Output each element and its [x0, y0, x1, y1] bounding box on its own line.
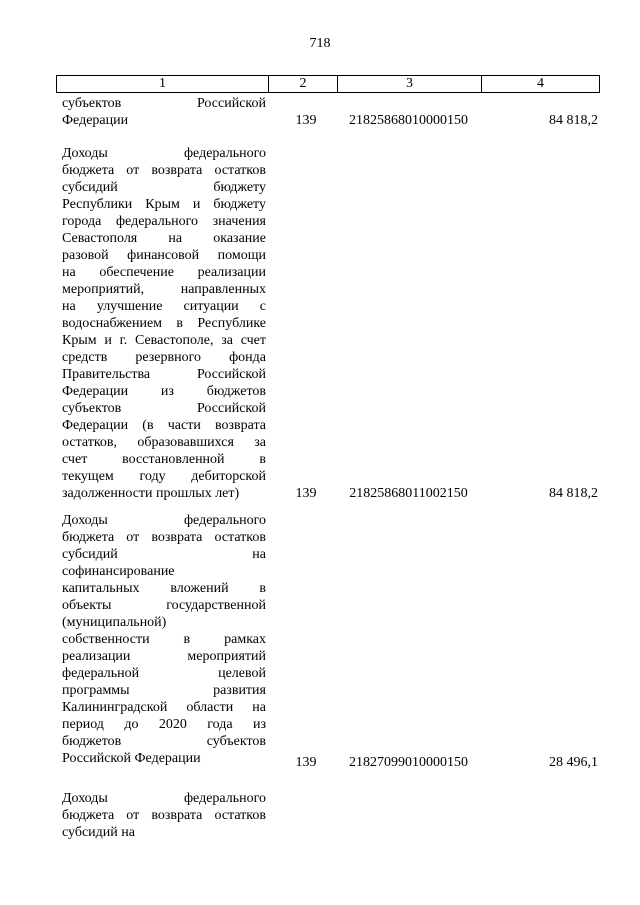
description-line: софинансирование — [62, 564, 175, 579]
description-line: города федерального значения — [62, 214, 266, 229]
description-line: бюджета от возврата остатков — [62, 163, 266, 178]
column-header-2: 2 — [269, 76, 338, 93]
column-header-row — [57, 76, 600, 93]
description-line: реализации мероприятий — [62, 649, 266, 664]
description-line: субъектов Российской — [62, 96, 266, 111]
description-line: Российской Федерации — [62, 751, 201, 766]
row-amount: 28 496,1 — [549, 755, 598, 770]
row-budget-code: 21827099010000150 — [349, 755, 468, 770]
description-line: программы развития — [62, 683, 266, 698]
row-budget-code: 21825868011002150 — [349, 486, 468, 501]
description-line: собственности в рамках — [62, 632, 266, 647]
description-line: средств резервного фонда — [62, 350, 266, 365]
row-amount: 84 818,2 — [549, 486, 598, 501]
column-header-table — [56, 75, 600, 93]
row-amount: 84 818,2 — [549, 113, 598, 128]
description-line: водоснабжением в Республике — [62, 316, 266, 331]
description-line: капитальных вложений в — [62, 581, 266, 596]
description-line: субъектов Российской — [62, 401, 266, 416]
column-header-3: 3 — [338, 76, 482, 93]
description-line: бюджета от возврата остатков — [62, 530, 266, 545]
description-line: Крым и г. Севастополе, за счет — [62, 333, 266, 348]
row-code-admin: 139 — [295, 113, 317, 128]
description-line: остатков, образовавшихся за — [62, 435, 266, 450]
description-line: Доходы федерального — [62, 513, 266, 528]
description-line: Правительства Российской — [62, 367, 266, 382]
description-line: задолженности прошлых лет) — [62, 486, 240, 501]
description-line: на обеспечение реализации — [62, 265, 266, 280]
description-line: Севастополя на оказание — [62, 231, 266, 246]
row-description — [62, 790, 266, 841]
description-line: субсидий бюджету — [62, 180, 266, 195]
description-line: федеральной целевой — [62, 666, 266, 681]
description-line: Доходы федерального — [62, 146, 266, 161]
description-line: Калининградской области на — [62, 700, 266, 715]
description-line: бюджетов субъектов — [62, 734, 266, 749]
description-line: на улучшение ситуации с — [62, 299, 266, 314]
column-header-4: 4 — [482, 76, 600, 93]
description-line: бюджета от возврата остатков — [62, 808, 266, 823]
row-description — [62, 512, 266, 767]
description-line: текущем году дебиторской — [62, 469, 266, 484]
row-code-admin: 139 — [295, 755, 317, 770]
description-line: субсидий на — [62, 547, 266, 562]
description-line: субсидий на — [62, 825, 135, 840]
description-line: Федерации из бюджетов — [62, 384, 266, 399]
description-line: период до 2020 года из — [62, 717, 266, 732]
description-line: Доходы федерального — [62, 791, 266, 806]
row-budget-code: 21825868010000150 — [349, 113, 468, 128]
page-number: 718 — [309, 36, 331, 51]
description-line: Республики Крым и бюджету — [62, 197, 266, 212]
description-line: мероприятий, направленных — [62, 282, 266, 297]
column-header-1: 1 — [57, 76, 269, 93]
row-code-admin: 139 — [295, 486, 317, 501]
row-description — [62, 95, 266, 129]
description-line: (муниципальной) — [62, 615, 167, 630]
description-line: Федерации (в части возврата — [62, 418, 266, 433]
row-description — [62, 145, 266, 502]
description-line: счет восстановленной в — [62, 452, 266, 467]
description-line: объекты государственной — [62, 598, 266, 613]
description-line: разовой финансовой помощи — [62, 248, 266, 263]
description-line: Федерации — [62, 113, 129, 128]
